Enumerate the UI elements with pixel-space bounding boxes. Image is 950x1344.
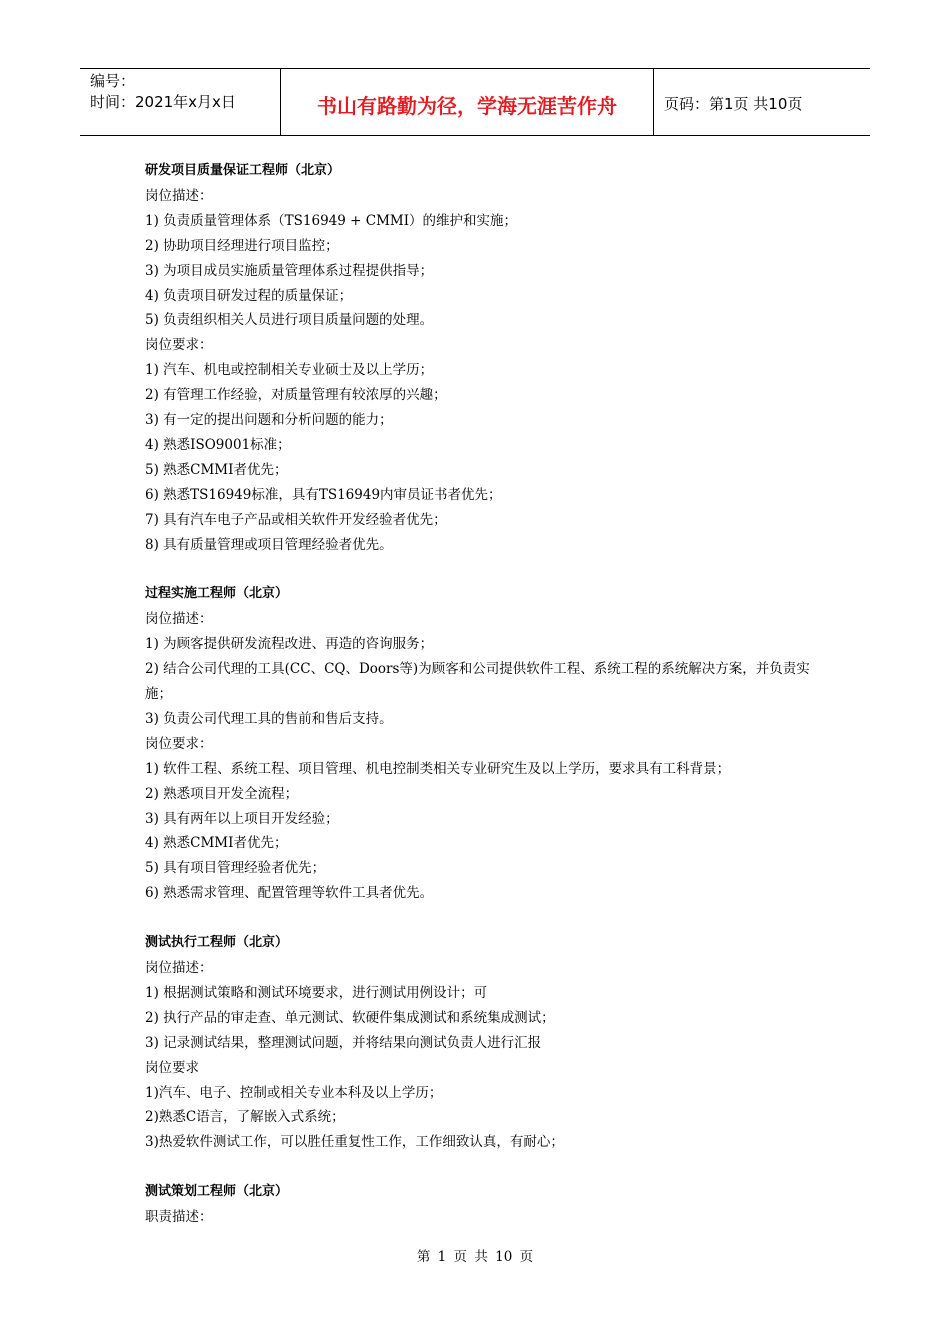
page-header	[80, 68, 870, 136]
list-item: 3) 负责公司代理工具的售前和售后支持。	[145, 710, 393, 727]
job-title: 过程实施工程师（北京）	[145, 586, 289, 602]
list-item: 7) 具有汽车电子产品或相关软件开发经验者优先；	[145, 511, 447, 528]
motto-text: 书山有路勤为径，学海无涯苦作舟	[317, 93, 617, 118]
list-item: 2) 协助项目经理进行项目监控；	[145, 237, 339, 254]
job-section	[145, 582, 815, 906]
list-item: 4) 熟悉ISO9001标准；	[145, 436, 291, 453]
section-spacer	[145, 906, 815, 931]
list-item: 4) 熟悉CMMI者优先；	[145, 835, 288, 852]
list-item: 1) 汽车、机电或控制相关专业硕士及以上学历；	[145, 362, 434, 379]
list-item: 3) 有一定的提出问题和分析问题的能力；	[145, 412, 393, 429]
list-item: 5) 具有项目管理经验者优先；	[145, 860, 326, 877]
list-item: 1)汽车、电子、控制或相关专业本科及以上学历；	[145, 1084, 443, 1101]
list-item: 1) 为顾客提供研发流程改进、再造的咨询服务；	[145, 636, 434, 653]
job-section	[145, 159, 815, 558]
section-spacer	[145, 558, 815, 583]
page-footer	[0, 1245, 950, 1265]
list-item: 5) 负责组织相关人员进行项目质量问题的处理。	[145, 312, 434, 329]
list-item: 1) 根据测试策略和测试环境要求，进行测试用例设计；可	[145, 984, 488, 1001]
list-item: 3)热爱软件测试工作，可以胜任重复性工作，工作细致认真，有耐心；	[145, 1134, 564, 1151]
list-item: 6) 熟悉需求管理、配置管理等软件工具者优先。	[145, 885, 434, 902]
block-heading: 岗位要求：	[145, 337, 213, 354]
header-page-cell	[654, 69, 870, 135]
serial-number-label: 编号：	[90, 72, 136, 90]
job-title: 测试执行工程师（北京）	[145, 935, 289, 951]
header-meta-cell	[80, 69, 281, 135]
list-item: 3) 为项目成员实施质量管理体系过程提供指导；	[145, 262, 434, 279]
document-body	[145, 159, 815, 1230]
job-section	[145, 931, 815, 1155]
list-item: 3) 记录测试结果，整理测试问题，并将结果向测试负责人进行汇报	[145, 1034, 542, 1051]
block-heading: 岗位要求	[145, 1059, 199, 1076]
section-spacer	[145, 1155, 815, 1180]
list-item: 4) 负责项目研发过程的质量保证；	[145, 287, 353, 304]
page-info-text: 页码：第1页 共10页	[664, 94, 803, 113]
list-item: 6) 熟悉TS16949标准，具有TS16949内审员证书者优先；	[145, 486, 502, 503]
block-heading: 职责描述：	[145, 1209, 213, 1226]
block-heading: 岗位描述：	[145, 959, 213, 976]
list-item: 5) 熟悉CMMI者优先；	[145, 461, 288, 478]
header-motto-cell	[281, 69, 654, 135]
job-section	[145, 1180, 815, 1230]
list-item: 2) 熟悉项目开发全流程；	[145, 785, 299, 802]
job-title: 测试策划工程师（北京）	[145, 1184, 289, 1200]
list-item: 8) 具有质量管理或项目管理经验者优先。	[145, 536, 393, 553]
list-item: 2)熟悉C语言，了解嵌入式系统；	[145, 1109, 345, 1126]
list-item: 1) 软件工程、系统工程、项目管理、机电控制类相关专业研究生及以上学历，要求具有工科背景；	[145, 760, 731, 777]
job-title: 研发项目质量保证工程师（北京）	[145, 163, 341, 178]
list-item: 3) 具有两年以上项目开发经验；	[145, 810, 339, 827]
footer-page-number: 第 1 页 共 10 页	[416, 1249, 534, 1265]
block-heading: 岗位描述：	[145, 187, 213, 204]
list-item: 1) 负责质量管理体系（TS16949 + CMMI）的维护和实施；	[145, 212, 518, 229]
list-item: 2) 结合公司代理的工具(CC、CQ、Doors等)为顾客和公司提供软件工程、系统工程的系统解决方案，并负责实施；	[145, 661, 810, 703]
list-item: 2) 有管理工作经验，对质量管理有较浓厚的兴趣；	[145, 387, 447, 404]
list-item: 2) 执行产品的审走查、单元测试、软硬件集成测试和系统集成测试；	[145, 1009, 555, 1026]
block-heading: 岗位要求：	[145, 735, 213, 752]
date-label: 时间：2021年x月x日	[90, 93, 236, 111]
block-heading: 岗位描述：	[145, 611, 213, 628]
